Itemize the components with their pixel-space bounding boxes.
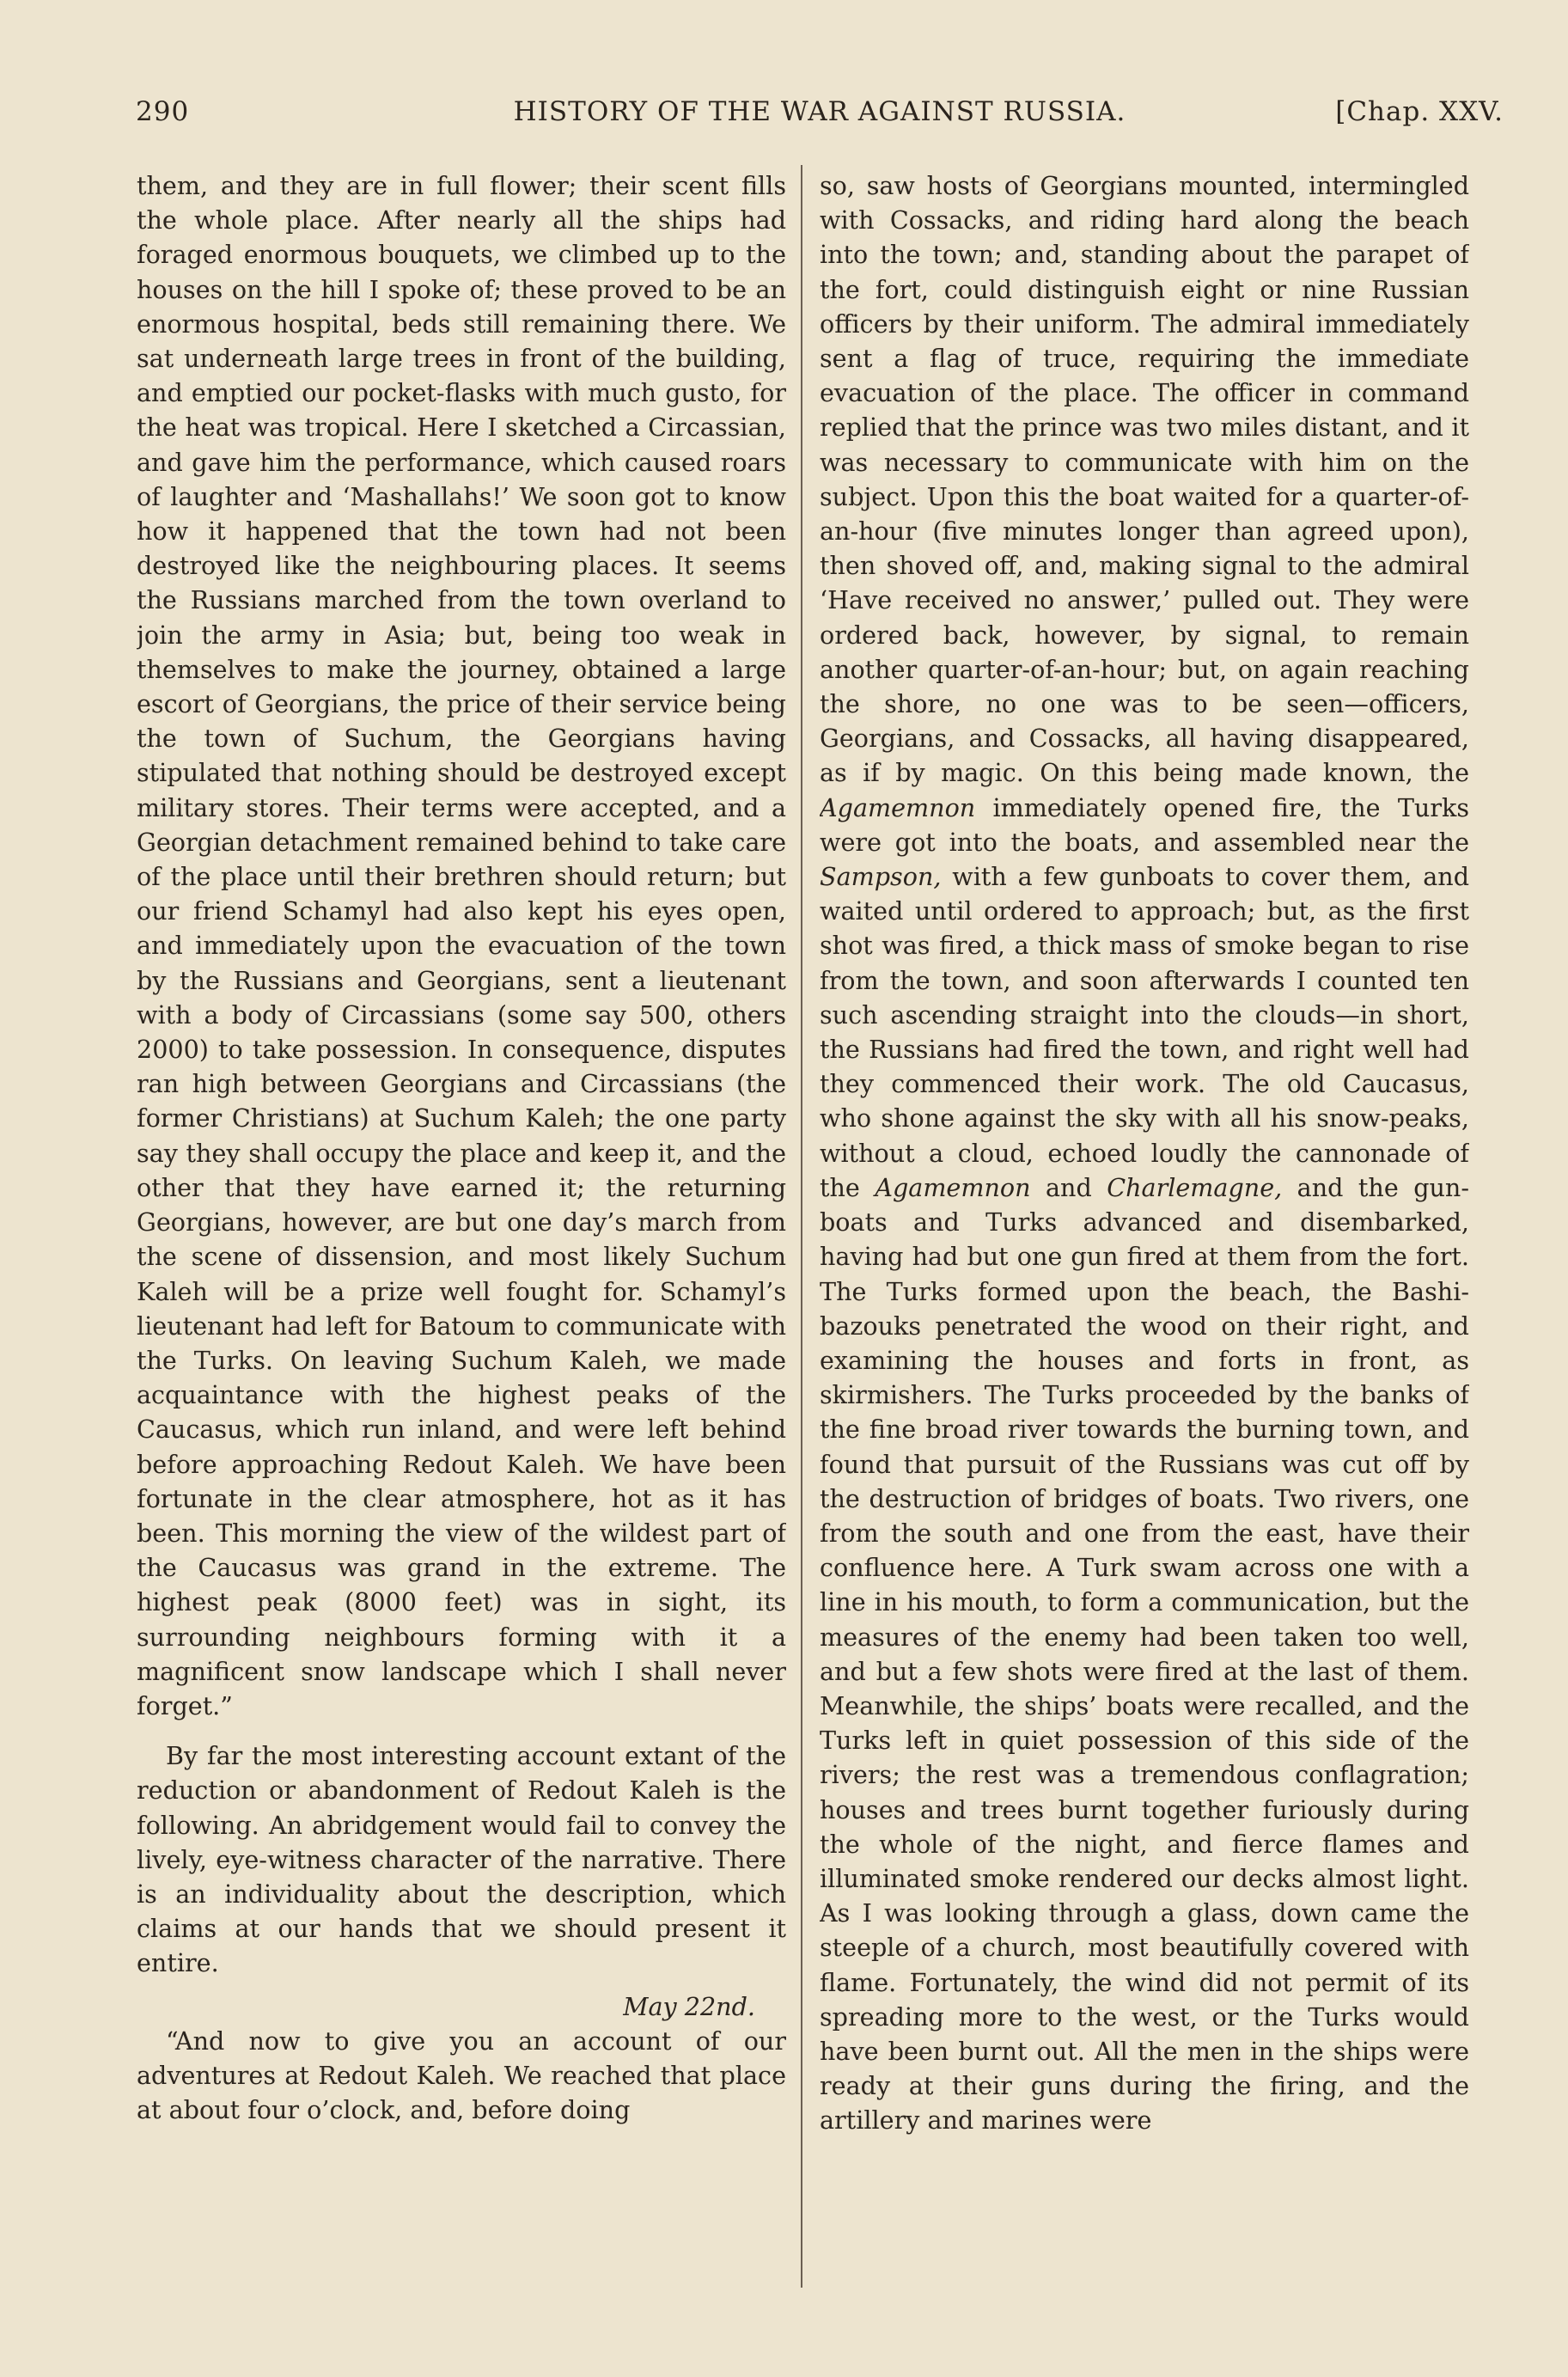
ship-name: Charlemagne, — [1107, 1172, 1283, 1202]
chapter-label: [Chap. XXV. — [1335, 96, 1504, 127]
text-run: and — [1030, 1172, 1107, 1202]
text-run: and the gun-boats and Turks advanced and disembarked, having had but one gun fired at them from the fort. The Turks formed upon the beach, the Bashi-bazouks penetrated the wood on their right, and examining the houses and forts in front, as skirmishers. The Turks proceeded by the banks of the fine broad river towards the burning town, and found that pursuit of the Russians was cut off by the destruction of bridges of boats. Two rivers, one from the south and one from the east, have their confluence here. A Turk swam across one with a line in his mouth, to form a communication, but the measures of the enemy had been taken too well, and but a few shots were fired at the last of them. Meanwhile, the ships’ boats were recalled, and the Turks left in quiet possession of this side of the rivers; the rest was a tremendous conflagration; houses and trees burnt together furiously during the whole of the night, and fierce flames and illuminated smoke rendered our decks almost light. As I was looking through a glass, down came the steeple of a church, most beautifully covered with flame. Fortunately, the wind did not permit of its spreading more to the west, or the Turks would have been burnt out. All the men in the ships were ready at their guns during the firing, and the artillery and marines were — [820, 1172, 1469, 2136]
ship-name: Agamemnon — [820, 792, 976, 822]
left-column — [137, 168, 786, 2291]
running-title: HISTORY OF THE WAR AGAINST RUSSIA. — [513, 96, 1126, 127]
running-header — [136, 89, 1504, 132]
letter-date: May 22nd. — [623, 1991, 755, 2021]
paragraph-gap — [137, 1723, 786, 1738]
paragraph — [820, 168, 1469, 2138]
paragraph: “And now to give you an account of our adventures at Redout Kaleh. We reached that place at about four o’clock, and, before doing — [137, 2026, 786, 2125]
page-number: 290 — [136, 96, 190, 127]
text-run: with a few gunboats to cover them, and waited until ordered to approach; but, as the first shot was fired, a thick mass of smoke began to rise from the town, and soon afterwards I counted ten such ascending straight into the clouds—in short, the Russians had fired the town, and right well had they commenced their work. The old Caucasus, who shone against the sky with all his snow-peaks, without a cloud, echoed loudly the cannonade of the — [820, 862, 1469, 1202]
right-column — [820, 168, 1469, 2291]
column-divider — [801, 165, 802, 2288]
text-run: immediately opened fire, the Turks were got into the boats, and assembled near the — [820, 792, 1469, 857]
text-run: so, saw hosts of Georgians mounted, intermingled with Cossacks, and riding hard along the beach into the town; and, standing about the parapet of the fort, could distinguish eight or nine Russian officers by their uniform. The admiral immediately sent a flag of truce, requiring the immediate evacuation of the place. The officer in command replied that the prince was two miles distant, and it was necessary to communicate with him on the subject. Upon this the boat waited for a quarter-of-an-hour (five minutes longer than agreed upon), then shoved off, and, making signal to the admiral ‘Have received no answer,’ pulled out. They were ordered back, however, by signal, to remain another quarter-of-an-hour; but, on again reaching the shore, no one was to be seen—officers, Georgians, and Cossacks, all having disappeared, as if by magic. On this being made known, the — [820, 171, 1469, 788]
ship-name: Sampson, — [820, 862, 942, 892]
paragraph: them, and they are in full flower; their scent fills the whole place. After nearly all the ships had foraged enormous bouquets, we climbed up to the houses on the hill I spoke of; these proved to be an enormous hospital, beds still remaining there. We sat underneath large trees in front of the building, and emptied our pocket-flasks with much gusto, for the heat was tropical. Here I sketched a Circassian, and gave him the performance, which caused roars of laughter and ‘Mashallahs!’ We soon got to know how it happened that the town had not been destroyed like the neighbouring places. It seems the Russians marched from the town overland to join the army in Asia; but, being too weak in themselves to make the journey, obtained a large escort of Georgians, the price of their service being the town of Suchum, the Georgians having stipulated that nothing should be destroyed except military stores. Their terms were accepted, and a Georgian detachment remained behind to take care of the place until their brethren should return; but our friend Schamyl had also kept his eyes open, and immediately upon the evacuation of the town by the Russians and Georgians, sent a lieutenant with a body of Circassians (some say 500, others 2000) to take possession. In consequence, disputes ran high between Georgians and Circassians (the former Christians) at Suchum Kaleh; the one party say they shall occupy the place and keep it, and the other that they have earned it; the returning Georgians, however, are but one day’s march from the scene of dissension, and most likely Suchum Kaleh will be a prize well fought for. Schamyl’s lieutenant had left for Batoum to communicate with the Turks. On leaving Suchum Kaleh, we made acquaintance with the highest peaks of the Caucasus, which run inland, and were left behind before approaching Redout Kaleh. We have been fortunate in the clear atmosphere, hot as it has been. This morning the view of the wildest part of the Caucasus was grand in the extreme. The highest peak (8000 feet) was in sight, its surrounding neighbours forming with it a magnificent snow landscape which I shall never forget.” — [137, 171, 786, 1720]
ship-name: Agamemnon — [875, 1172, 1031, 1202]
paragraph: By far the most interesting account extant of the reduction or abandonment of Redout Kaleh is the following. An abridgement would fail to convey the lively, eye-witness character of the narrative. There is an individuality about the description, which claims at our hands that we should present it entire. — [137, 1741, 786, 1978]
